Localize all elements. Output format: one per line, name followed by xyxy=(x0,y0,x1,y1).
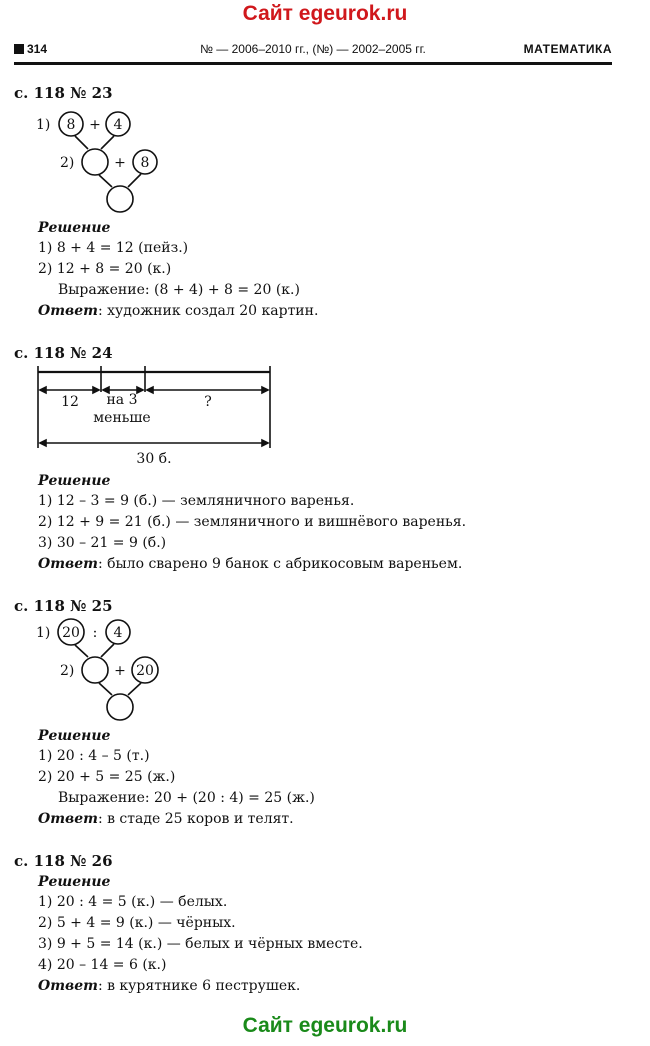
row2-label: 2) xyxy=(60,663,75,679)
solution-label: Решение xyxy=(38,874,111,890)
site-watermark-top: Сайт egeurok.ru xyxy=(242,2,408,25)
total-label: 30 б. xyxy=(136,451,172,467)
solution-line-2: 2) 12 + 8 = 20 (к.) xyxy=(38,261,172,277)
problem-26-title: с. 118 № 26 xyxy=(14,852,113,870)
solution-line-1: 1) 12 – 3 = 9 (б.) — земляничного варенья. xyxy=(38,493,355,509)
row2-label: 2) xyxy=(60,155,75,171)
answer-text: : было сварено 9 банок с абрикосовым вареньем. xyxy=(97,556,463,572)
answer-label: Ответ xyxy=(38,303,98,319)
solution-line-2: 2) 20 + 5 = 25 (ж.) xyxy=(38,769,176,785)
answer-text: : в стаде 25 коров и телят. xyxy=(97,811,294,827)
solution-label: Решение xyxy=(38,220,111,236)
operator-2: + xyxy=(114,663,126,679)
solution-line-1: 1) 8 + 4 = 12 (пейз.) xyxy=(38,240,189,256)
circle-result-1 xyxy=(82,657,108,683)
solution-line-2: 2) 5 + 4 = 9 (к.) — чёрных. xyxy=(38,915,236,931)
row1-label: 1) xyxy=(36,625,51,641)
solution-line-3: 3) 30 – 21 = 9 (б.) xyxy=(38,535,167,551)
solution-line-3: 3) 9 + 5 = 14 (к.) — белых и чёрных вместе. xyxy=(38,936,363,952)
answer-label: Ответ xyxy=(38,978,98,994)
page-number: 314 xyxy=(14,42,47,56)
value-b: 4 xyxy=(113,625,123,641)
expression-line: Выражение: (8 + 4) + 8 = 20 (к.) xyxy=(58,282,300,298)
answer-line xyxy=(38,977,300,995)
value-c: 20 xyxy=(136,663,154,679)
answer-text: : художник создал 20 картин. xyxy=(97,303,319,319)
circle-result-2 xyxy=(107,694,133,720)
answer-label: Ответ xyxy=(38,811,98,827)
segment-3-label: ? xyxy=(204,394,212,410)
operator-1: + xyxy=(89,117,101,133)
problem-23-title: с. 118 № 23 xyxy=(14,84,113,102)
answer-line xyxy=(38,810,294,828)
operator-2: + xyxy=(114,155,126,171)
value-a: 20 xyxy=(62,625,80,641)
row1-label: 1) xyxy=(36,117,51,133)
segment-2-label-line-2: меньше xyxy=(93,410,151,426)
value-c: 8 xyxy=(140,155,150,171)
solution-label: Решение xyxy=(38,728,111,744)
solution-line-1: 1) 20 : 4 – 5 (т.) xyxy=(38,748,150,764)
problem-25-title: с. 118 № 25 xyxy=(14,597,113,615)
expression-line: Выражение: 20 + (20 : 4) = 25 (ж.) xyxy=(58,790,315,806)
value-a: 8 xyxy=(66,117,76,133)
solution-line-2: 2) 12 + 9 = 21 (б.) — земляничного и вишнёвого варенья. xyxy=(38,514,467,530)
answer-text: : в курятнике 6 пеструшек. xyxy=(97,978,301,994)
site-watermark-bottom: Сайт egeurok.ru xyxy=(242,1014,408,1037)
subject-title: МАТЕМАТИКА xyxy=(523,42,612,56)
edition-note: № — 2006–2010 гг., (№) — 2002–2005 гг. xyxy=(200,42,426,56)
problem-24-title: с. 118 № 24 xyxy=(14,344,113,362)
solution-line-4: 4) 20 – 14 = 6 (к.) xyxy=(38,957,167,973)
operator-1: : xyxy=(92,625,98,641)
answer-label: Ответ xyxy=(38,556,98,572)
segment-1-label: 12 xyxy=(61,394,79,410)
solution-line-1: 1) 20 : 4 = 5 (к.) — белых. xyxy=(38,894,228,910)
solution-label: Решение xyxy=(38,473,111,489)
segment-2-label-line-1: на 3 xyxy=(106,392,138,408)
value-b: 4 xyxy=(113,117,123,133)
